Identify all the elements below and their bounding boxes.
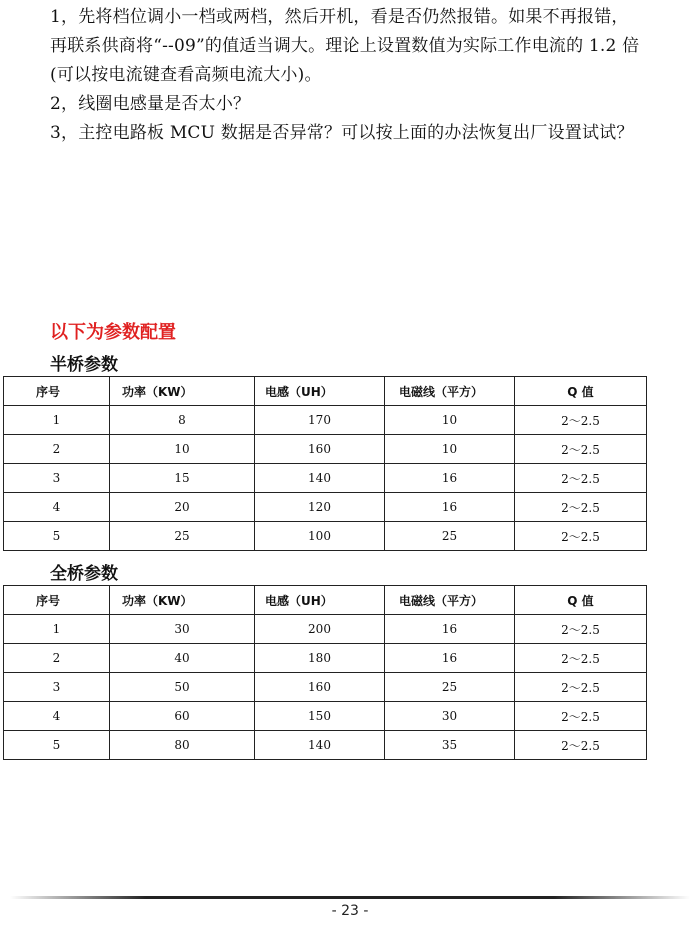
table-row <box>4 435 647 464</box>
section-title: 以下为参数配置 <box>50 322 176 343</box>
paragraph-step-2: 2，线圈电感量是否太小？ <box>50 94 251 114</box>
cell-inductance: 160 <box>255 673 385 702</box>
cell-inductance: 100 <box>255 522 385 551</box>
col-header-index: 序号 <box>4 377 110 406</box>
col-header-inductance: 电感（UH） <box>255 586 385 615</box>
cell-wire: 25 <box>385 673 515 702</box>
col-header-q-value: Q 值 <box>515 377 647 406</box>
cell-wire: 16 <box>385 493 515 522</box>
full-bridge-table <box>3 585 647 760</box>
cell-power: 40 <box>110 644 255 673</box>
cell-q-value: 2～2.5 <box>515 702 647 731</box>
cell-inductance: 140 <box>255 731 385 760</box>
cell-power: 8 <box>110 406 255 435</box>
cell-power: 15 <box>110 464 255 493</box>
cell-index: 5 <box>4 731 110 760</box>
paragraph-step-1: 1，先将档位调小一档或两档，然后开机，看是否仍然报错。如果不再报错，再联系供商将“--09”的值适当调大。理论上设置数值为实际工作电流的 1.2 倍(可以按电流键查看高频电流大小)。 <box>50 7 640 85</box>
page-number: - 23 - <box>331 903 369 919</box>
cell-wire: 10 <box>385 406 515 435</box>
cell-q-value: 2～2.5 <box>515 464 647 493</box>
cell-power: 20 <box>110 493 255 522</box>
cell-index: 2 <box>4 435 110 464</box>
cell-power: 30 <box>110 615 255 644</box>
cell-q-value: 2～2.5 <box>515 435 647 464</box>
cell-q-value: 2～2.5 <box>515 644 647 673</box>
col-header-power: 功率（KW） <box>110 586 255 615</box>
cell-inductance: 120 <box>255 493 385 522</box>
cell-wire: 16 <box>385 644 515 673</box>
col-header-inductance: 电感（UH） <box>255 377 385 406</box>
full-bridge-title: 全桥参数 <box>50 564 118 584</box>
table-row <box>4 464 647 493</box>
table-row <box>4 644 647 673</box>
table-header-row <box>4 377 647 406</box>
footer-divider <box>10 896 690 899</box>
cell-q-value: 2～2.5 <box>515 615 647 644</box>
half-bridge-table <box>3 376 647 551</box>
col-header-wire: 电磁线（平方） <box>385 586 515 615</box>
cell-power: 25 <box>110 522 255 551</box>
paragraph-step-3: 3，主控电路板 MCU 数据是否异常？可以按上面的办法恢复出厂设置试试？ <box>50 123 634 143</box>
cell-wire: 35 <box>385 731 515 760</box>
cell-index: 3 <box>4 464 110 493</box>
col-header-wire: 电磁线（平方） <box>385 377 515 406</box>
cell-power: 50 <box>110 673 255 702</box>
cell-q-value: 2～2.5 <box>515 673 647 702</box>
col-header-index: 序号 <box>4 586 110 615</box>
cell-wire: 10 <box>385 435 515 464</box>
cell-index: 1 <box>4 406 110 435</box>
cell-q-value: 2～2.5 <box>515 406 647 435</box>
table-row <box>4 406 647 435</box>
cell-wire: 16 <box>385 464 515 493</box>
table-row <box>4 615 647 644</box>
cell-q-value: 2～2.5 <box>515 731 647 760</box>
cell-index: 5 <box>4 522 110 551</box>
cell-power: 60 <box>110 702 255 731</box>
table-row <box>4 673 647 702</box>
cell-wire: 16 <box>385 615 515 644</box>
cell-index: 1 <box>4 615 110 644</box>
cell-power: 10 <box>110 435 255 464</box>
cell-index: 4 <box>4 702 110 731</box>
cell-inductance: 200 <box>255 615 385 644</box>
half-bridge-title: 半桥参数 <box>50 355 118 375</box>
cell-inductance: 180 <box>255 644 385 673</box>
cell-index: 4 <box>4 493 110 522</box>
table-row <box>4 522 647 551</box>
cell-inductance: 160 <box>255 435 385 464</box>
cell-power: 80 <box>110 731 255 760</box>
col-header-power: 功率（KW） <box>110 377 255 406</box>
cell-index: 3 <box>4 673 110 702</box>
cell-wire: 25 <box>385 522 515 551</box>
cell-inductance: 170 <box>255 406 385 435</box>
cell-q-value: 2～2.5 <box>515 522 647 551</box>
col-header-q-value: Q 值 <box>515 586 647 615</box>
cell-q-value: 2～2.5 <box>515 493 647 522</box>
table-row <box>4 731 647 760</box>
cell-index: 2 <box>4 644 110 673</box>
cell-wire: 30 <box>385 702 515 731</box>
cell-inductance: 150 <box>255 702 385 731</box>
table-header-row <box>4 586 647 615</box>
table-row <box>4 493 647 522</box>
table-row <box>4 702 647 731</box>
cell-inductance: 140 <box>255 464 385 493</box>
